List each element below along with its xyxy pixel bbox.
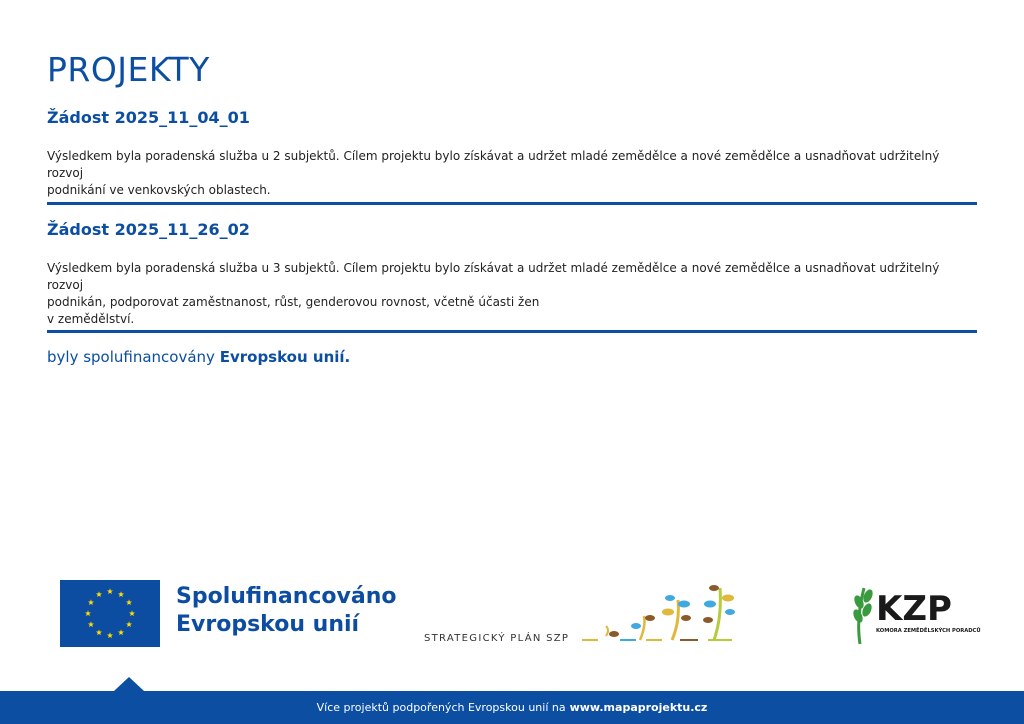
page-title: PROJEKTY [47, 50, 210, 89]
cofinanced-prefix: byly spolufinancovány [47, 348, 215, 366]
section-divider [47, 330, 977, 333]
project-item [47, 108, 977, 199]
eu-star-icon [118, 629, 124, 635]
eu-logo-line1: Spolufinancováno [176, 584, 397, 609]
eu-star-icon [88, 599, 94, 605]
cofinanced-eu: Evropskou unií. [219, 348, 351, 366]
eu-flag-icon [60, 580, 160, 647]
szp-sprouts-icon [580, 578, 745, 648]
eu-cofinanced-logo-text [176, 583, 397, 639]
eu-star-icon [129, 610, 135, 616]
eu-star-icon [126, 621, 132, 627]
eu-star-icon [85, 610, 91, 616]
kzp-logo [850, 582, 981, 646]
section-divider [47, 202, 977, 205]
eu-star-icon [96, 629, 102, 635]
project-title: Žádost 2025_11_04_01 [47, 108, 250, 127]
eu-star-icon [107, 588, 113, 594]
footer-text: Více projektů podpořených Evropskou unií na [316, 701, 566, 714]
kzp-logo-name: KZP [876, 589, 952, 629]
cofinanced-note [47, 348, 350, 366]
eu-logo-line2: Evropskou unií [176, 612, 360, 637]
kzp-logo-subtitle: KOMORA ZEMĚDĚLSKÝCH PORADCŮ [876, 628, 981, 634]
footer-notch [114, 677, 144, 691]
eu-star-icon [126, 599, 132, 605]
eu-star-icon [107, 632, 113, 638]
project-description: Výsledkem byla poradenská služba u 2 subjektů. Cílem projektu bylo získávat a udržet mladé zemědělce a nové zemědělce a usnadňovat udržitelný rozvoj podnikání ve venkovských oblastech. [47, 149, 940, 197]
eu-star-icon [118, 591, 124, 597]
eu-star-icon [96, 591, 102, 597]
project-title: Žádost 2025_11_26_02 [47, 220, 250, 239]
szp-logo-label: STRATEGICKÝ PLÁN SZP [424, 633, 570, 644]
eu-star-icon [88, 621, 94, 627]
project-item [47, 220, 977, 328]
footer-link[interactable]: www.mapaprojektu.cz [569, 701, 708, 714]
project-description: Výsledkem byla poradenská služba u 3 subjektů. Cílem projektu bylo získávat a udržet mladé zemědělce a nové zemědělce a usnadňovat udržitelný rozvoj podnikán, podporovat zaměstnanost, růst, genderovou rovnost, včetně účasti žen v zemědělství. [47, 261, 940, 326]
footer-bar [0, 691, 1024, 724]
